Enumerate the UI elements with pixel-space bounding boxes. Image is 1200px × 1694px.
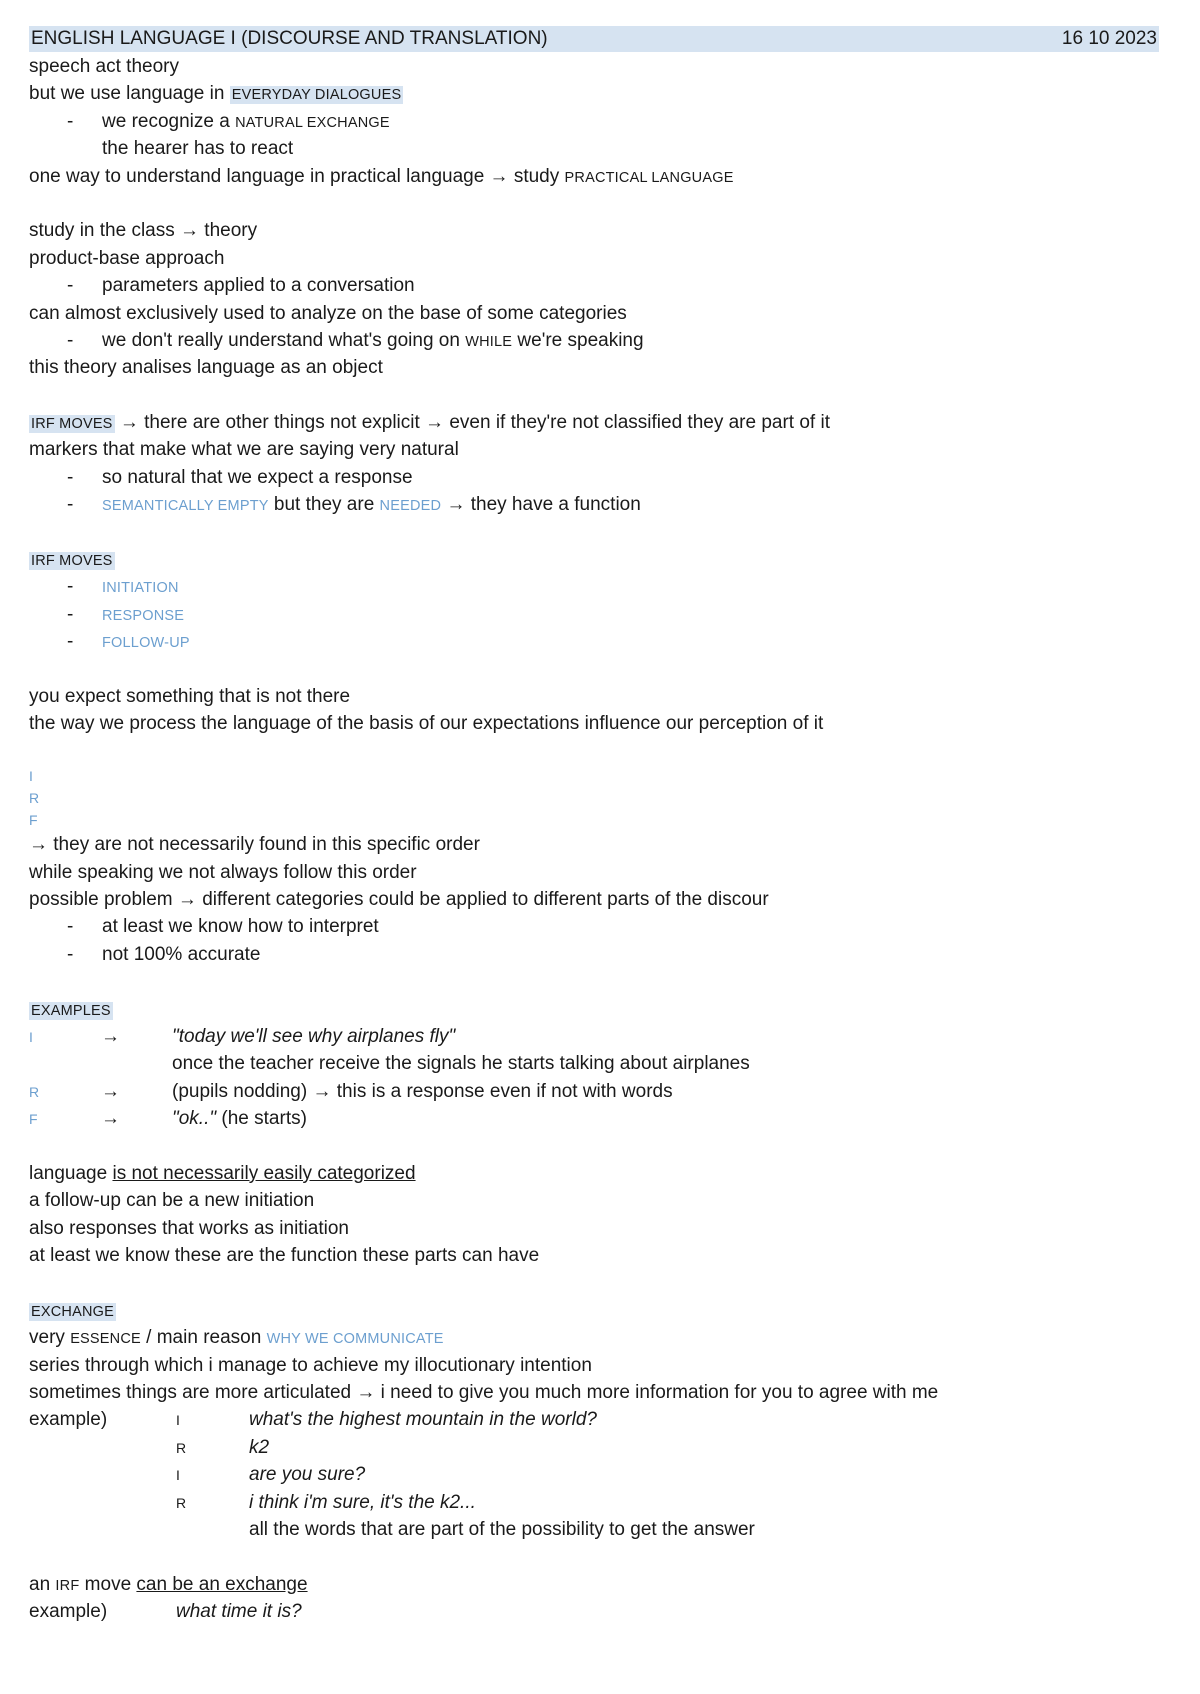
note-line: you expect something that is not there [29,685,351,707]
example-line: R → (pupils nodding) → this is a response even if not with words [29,1080,673,1102]
blank-line [29,968,1159,995]
note-line: I [29,768,33,785]
dash-bullet: - [67,329,74,351]
dash-bullet: - [67,110,74,132]
note-line: R [29,790,40,807]
bullet-item: - not 100% accurate [29,941,1159,968]
note-line: → they are not necessarily found in this specific order [29,834,480,856]
note-line: an IRF move can be an exchange [29,1573,308,1595]
blank-line [29,738,1159,765]
blank-line [29,1543,1159,1570]
note-line: speech act theory [29,56,179,77]
section-heading [29,546,1159,573]
note-line: possible problem → different categories could be applied to different parts of the discour [29,888,769,910]
note-line: sometimes things are more articulated → i need to give you much more information for you to agree with me [29,1381,939,1403]
dash-bullet: - [67,603,74,625]
highlight-term: IRF MOVES [31,553,113,570]
note-line: while speaking we not always follow this order [29,861,417,883]
example-line: R i think i'm sure, it's the k2... [176,1491,476,1513]
dash-bullet: - [67,631,74,653]
example-line: example) I what's the highest mountain in the world? [29,1409,597,1431]
example-line: example) what time it is? [29,1601,302,1623]
example-line: all the words that are part of the possibility to get the answer [249,1518,755,1540]
note-line: study in the class → theory [29,220,258,242]
bullet-item: - we recognize a NATURAL EXCHANGE [29,108,1159,135]
example-line: once the teacher receive the signals he starts talking about airplanes [172,1053,750,1075]
dash-bullet: - [67,494,74,516]
note-line: F [29,812,38,829]
note-line: markers that make what we are saying very natural [29,439,459,461]
highlight-term: EXCHANGE [31,1303,114,1320]
blank-line [29,656,1159,683]
note-line: the hearer has to react [102,138,294,160]
example-line: I → "today we'll see why airplanes fly" [29,1025,456,1047]
bullet-item: - FOLLOW-UP [29,628,1159,655]
note-line: very ESSENCE / main reason WHY WE COMMUNICATE [29,1327,444,1349]
section-heading [29,1297,1159,1324]
blank-line [29,519,1159,546]
note-line: at least we know these are the function these parts can have [29,1245,540,1267]
note-line: also responses that works as initiation [29,1217,349,1239]
bullet-item: - RESPONSE [29,601,1159,628]
dash-bullet: - [67,275,74,297]
highlight-term: EVERYDAY DIALOGUES [231,87,402,104]
note-line: one way to understand language in practical language → study PRACTICAL LANGUAGE [29,165,734,187]
page-date: 16 10 2023 [1061,28,1157,49]
blank-line [29,382,1159,409]
blank-line [29,190,1159,217]
page-title: ENGLISH LANGUAGE I (DISCOURSE AND TRANSLATION) [31,28,548,49]
dash-bullet: - [67,466,74,488]
bullet-item: - we don't really understand what's going on WHILE we're speaking [29,327,1159,354]
note-line: this theory analises language as an object [29,357,383,379]
note-line: language is not necessarily easily categorized [29,1162,416,1184]
section-heading [29,996,1159,1023]
blank-line [29,1269,1159,1296]
bullet-item: - so natural that we expect a response [29,464,1159,491]
highlight-term: EXAMPLES [31,1002,111,1019]
note-content [29,26,1159,1625]
note-line: the way we process the language of the basis of our expectations influence our perception of it [29,713,824,735]
bullet-item: - parameters applied to a conversation [29,272,1159,299]
dash-bullet: - [67,943,74,965]
dash-bullet: - [67,576,74,598]
highlight-term: IRF MOVES [31,416,113,433]
bullet-item: - SEMANTICALLY EMPTY but they are NEEDED → they have a function [29,491,1159,518]
blank-line [29,1132,1159,1159]
dash-bullet: - [67,916,74,938]
example-line: R k2 [176,1436,270,1458]
note-line: series through which i manage to achieve my illocutionary intention [29,1354,592,1376]
note-line: a follow-up can be a new initiation [29,1190,315,1212]
note-line: but we use language in EVERYDAY DIALOGUES [29,83,402,105]
example-line: I are you sure? [176,1464,366,1486]
note-line: product-base approach [29,247,225,269]
example-line: F → "ok.." (he starts) [29,1108,307,1130]
bullet-item: - at least we know how to interpret [29,913,1159,940]
title-bar [29,26,1159,52]
note-line: IRF MOVES → there are other things not explicit → even if they're not classified they are part of it [31,412,830,434]
bullet-item: - INITIATION [29,573,1159,600]
note-line: can almost exclusively used to analyze on the base of some categories [29,302,627,324]
